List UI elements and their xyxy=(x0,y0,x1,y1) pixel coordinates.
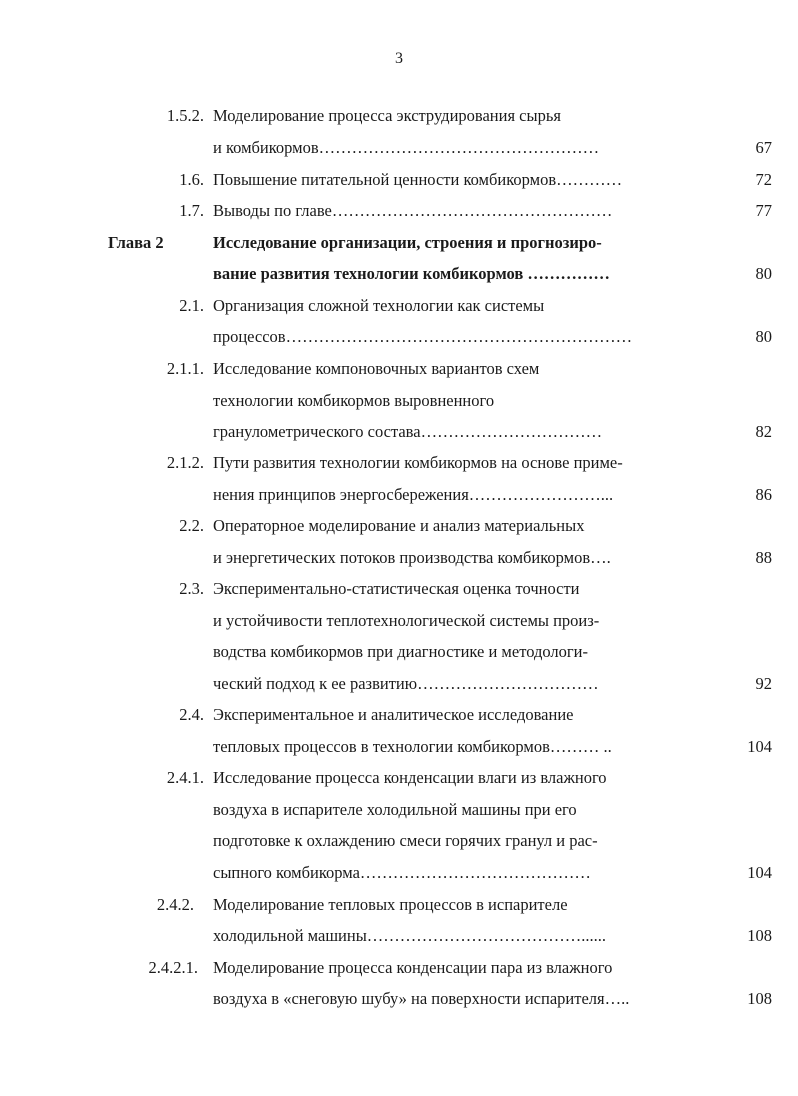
toc-entry-page: 104 xyxy=(747,737,772,756)
toc-entry-page: 88 xyxy=(755,548,772,567)
toc-entry-text: Исследование компоновочных вариантов схем xyxy=(213,359,540,378)
toc-entry-text: Выводы по главе…………………………………………… xyxy=(213,201,613,220)
chapter-title: вание развития технологии комбикормов …………… xyxy=(213,264,610,283)
toc-entry-number: 1.7. xyxy=(179,201,204,220)
toc-entry-text: технологии комбикормов выровненного xyxy=(213,391,495,410)
toc-entry-number: 1.6. xyxy=(179,170,204,189)
toc-entry-text: гранулометрического состава…………………………… xyxy=(213,422,603,441)
chapter-label: Глава 2 xyxy=(108,233,164,252)
toc-entry-number: 2.4. xyxy=(179,705,204,724)
toc-entry-text: водства комбикормов при диагностике и методологи- xyxy=(213,642,588,661)
toc-entry-page: 108 xyxy=(747,989,772,1008)
toc-entry-number: 2.1.2. xyxy=(166,453,204,472)
toc-entry-text: процессов……………………………………………………… xyxy=(213,327,633,346)
toc-entry-text: ческий подход к ее развитию…………………………… xyxy=(213,674,599,693)
toc-entry-text: Моделирование процесса экструдирования сырья xyxy=(213,106,561,125)
toc-entry-text: Моделирование тепловых процессов в испарителе xyxy=(213,895,568,914)
toc-entry-text: Исследование процесса конденсации влаги из влажного xyxy=(213,768,607,787)
toc-entry-text: Организация сложной технологии как системы xyxy=(213,296,545,315)
toc-entry-page: 67 xyxy=(755,138,772,157)
toc-entry-number: 2.3. xyxy=(179,579,204,598)
toc-entry-page: 104 xyxy=(747,863,772,882)
toc-entry-text: тепловых процессов в технологии комбикормов……… .. xyxy=(213,737,612,756)
toc-entry-number: 2.1.1. xyxy=(166,359,204,378)
toc-entry-number: 2.2. xyxy=(179,516,204,535)
toc-entry-number: 2.4.1. xyxy=(166,768,204,787)
toc-entry-text: и комбикормов…………………………………………… xyxy=(213,138,600,157)
toc-entry-text: воздуха в испарителе холодильной машины при его xyxy=(213,800,577,819)
toc-entry-text: воздуха в «снеговую шубу» на поверхности испарителя….. xyxy=(213,989,630,1008)
toc-entry-number: 1.5.2. xyxy=(166,106,204,125)
toc-entry-text: Моделирование процесса конденсации пара из влажного xyxy=(213,958,613,977)
toc-entry-text: Пути развития технологии комбикормов на основе приме- xyxy=(213,453,623,472)
toc-entry-text: Повышение питательной ценности комбикормов………… xyxy=(213,170,623,189)
page-number: 3 xyxy=(395,50,403,67)
toc-entry-page: 108 xyxy=(747,926,772,945)
toc-entry-text: Экспериментально-статистическая оценка точности xyxy=(213,579,580,598)
toc-entry-number: 2.1. xyxy=(179,296,204,315)
toc-entry-page: 86 xyxy=(755,485,772,504)
toc-entry-text: Операторное моделирование и анализ материальных xyxy=(213,516,585,535)
toc-entry-text: подготовке к охлаждению смеси горячих гранул и рас- xyxy=(213,831,598,850)
toc-entry-page: 92 xyxy=(755,674,772,693)
toc-entry-number: 2.4.2. xyxy=(156,895,194,914)
toc-entry-page: 82 xyxy=(755,422,772,441)
toc-entry-text: и устойчивости теплотехнологической системы произ- xyxy=(213,611,600,630)
toc-entry-page: 80 xyxy=(755,327,772,346)
toc-entry-text: Экспериментальное и аналитическое исследование xyxy=(213,705,574,724)
toc-entry-text: сыпного комбикорма…………………………………… xyxy=(213,863,591,882)
toc-entry-text: нения принципов энергосбережения……………………... xyxy=(213,485,614,504)
toc-entry-text: и энергетических потоков производства комбикормов…. xyxy=(213,548,611,567)
toc-entry-number: 2.4.2.1. xyxy=(148,958,198,977)
toc-entry-page: 80 xyxy=(755,264,772,283)
toc-entry-page: 72 xyxy=(755,170,772,189)
toc-entry-page: 77 xyxy=(755,201,772,220)
toc-entry-text: холодильной машины…………………………………...... xyxy=(213,926,607,945)
chapter-title: Исследование организации, строения и прогнозиро- xyxy=(213,233,602,252)
